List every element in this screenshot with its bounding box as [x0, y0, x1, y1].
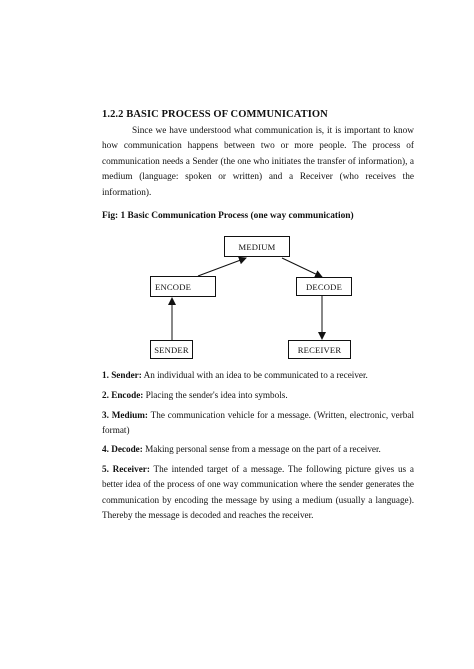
definition-term: 5. Receiver:: [102, 464, 150, 474]
definition-text: Placing the sender's idea into symbols.: [143, 390, 288, 400]
arrow-encode-to-medium: [198, 258, 246, 276]
definition-text: Making personal sense from a message on the part of a receiver.: [142, 444, 381, 454]
definition-text: An individual with an idea to be communicated to a receiver.: [141, 370, 368, 380]
sender-box: SENDER: [150, 340, 193, 359]
definition-encode: [102, 388, 414, 403]
definition-receiver: [102, 462, 414, 524]
intro-paragraph: Since we have understood what communication is, it is important to know how communication happens between two or more people. The process of communication needs a Sender (the one who initiates the transfer of information), a medium (language: spoken or written) and a Receiver (who receives the information).: [102, 126, 414, 198]
definition-text: The intended target of a message. The following picture gives us a better idea of the process of one way communication where the sender generates the communication by encoding the message by using a medium (usually a language). Thereby the message is decoded and reaches the receiver.: [102, 464, 415, 521]
definition-term: 4. Decode:: [102, 444, 143, 454]
definition-decode: [102, 442, 414, 457]
definition-term: 2. Encode:: [102, 390, 144, 400]
definition-medium: [102, 408, 414, 439]
arrow-medium-to-decode: [282, 258, 322, 277]
definition-term: 1. Sender:: [102, 370, 142, 380]
definition-text: The communication vehicle for a message. (Written, electronic, verbal format): [102, 410, 415, 436]
figure-caption: Fig: 1 Basic Communication Process (one way communication): [102, 211, 354, 221]
medium-box: MEDIUM: [224, 236, 290, 257]
encode-box: ENCODE: [150, 276, 216, 297]
section-heading: 1.2.2 BASIC PROCESS OF COMMUNICATION: [102, 109, 328, 120]
definition-sender: [102, 368, 414, 383]
receiver-box: RECEIVER: [288, 340, 351, 359]
definition-term: 3. Medium:: [102, 410, 148, 420]
decode-box: DECODE: [296, 277, 352, 296]
